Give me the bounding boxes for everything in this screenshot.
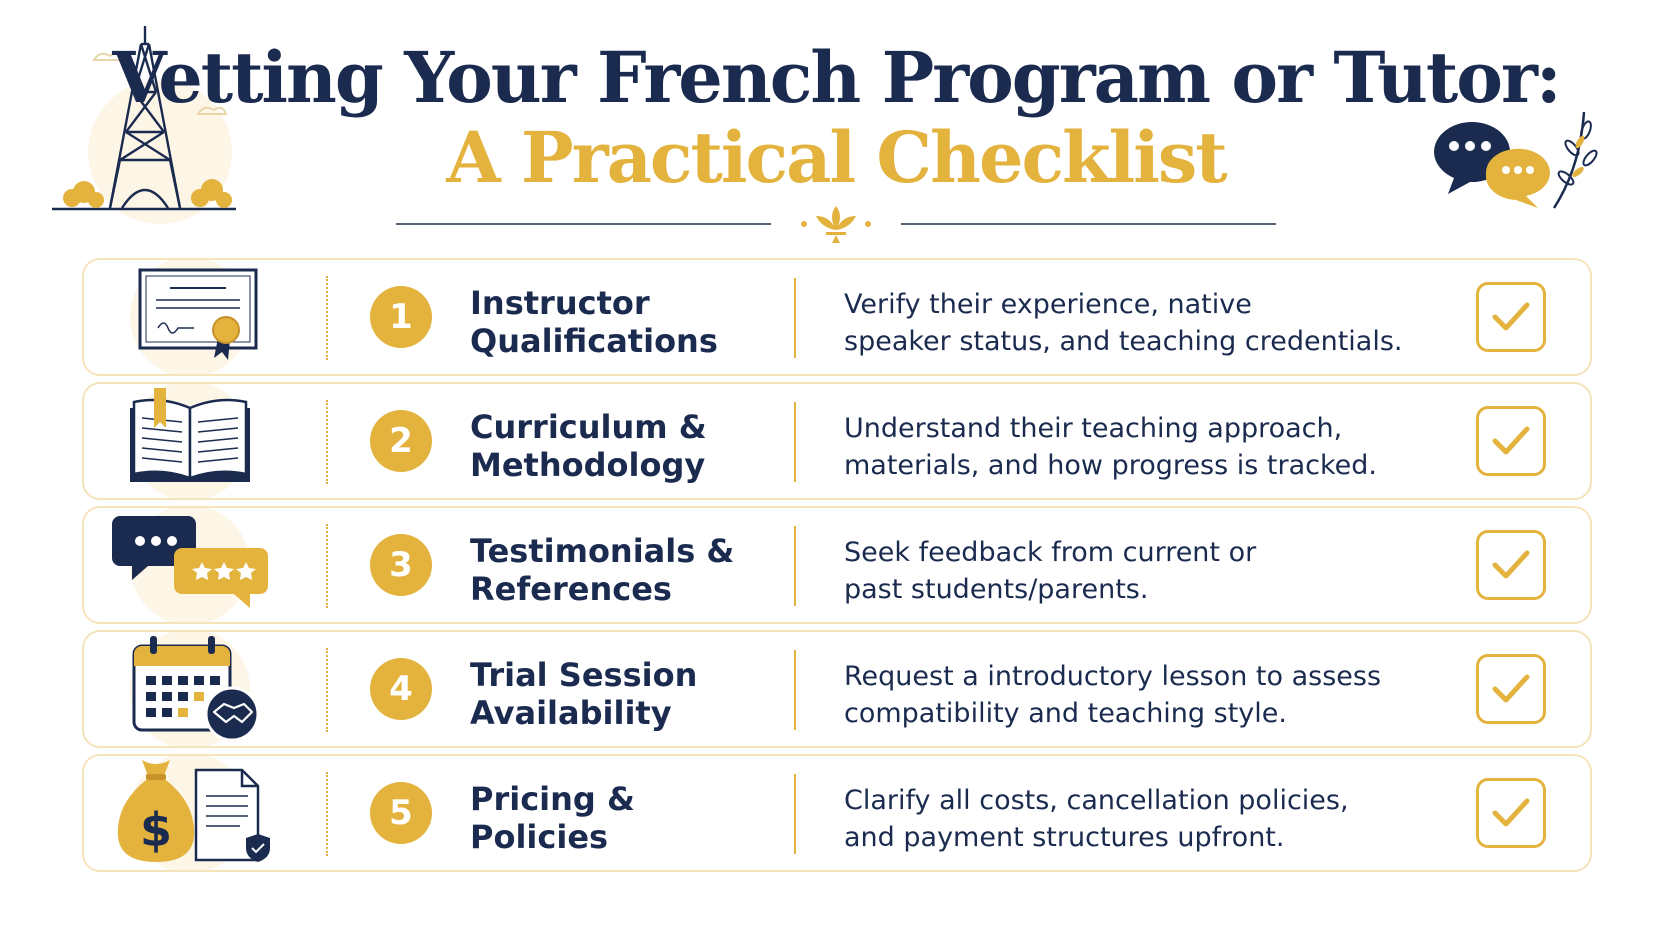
checkbox-testimonials-references[interactable] [1476,530,1546,600]
page-title-line1: Vetting Your French Program or Tutor: [112,36,1560,119]
item-description-line: compatibility and teaching style. [844,698,1287,729]
item-label-line: Availability [470,694,672,732]
checkmark-icon [1487,417,1535,465]
item-description-line: Understand their teaching approach, [844,413,1343,444]
checkmark-icon [1487,541,1535,589]
item-dotted-divider [326,648,328,732]
item-divider [794,526,796,606]
item-label-line: Curriculum & [470,408,707,446]
money-bag-document-icon [110,756,280,870]
item-description-line: Clarify all costs, cancellation policies, [844,785,1349,816]
item-description-line: Verify their experience, native [844,289,1252,320]
certificate-icon [110,260,280,374]
item-label [470,408,760,484]
rating-bubbles-icon [110,508,280,622]
item-label-line: Trial Session [470,656,698,694]
item-description-line: past students/parents. [844,574,1149,605]
item-number-badge: 5 [370,782,432,844]
item-description [844,782,1404,856]
item-divider [794,402,796,482]
checkmark-icon [1487,293,1535,341]
item-number-badge: 1 [370,286,432,348]
fleur-de-lis-icon [396,204,1276,244]
calendar-handshake-icon [110,632,280,746]
item-dotted-divider [326,524,328,608]
checklist-item-trial-session [82,630,1592,748]
checklist-item-instructor-qualifications [82,258,1592,376]
item-label-line: Pricing & [470,780,635,818]
checkmark-icon [1487,789,1535,837]
item-divider [794,650,796,730]
checkbox-trial-session[interactable] [1476,654,1546,724]
item-label-line: Qualifications [470,322,718,360]
item-divider [794,774,796,854]
item-label-line: Testimonials & [470,532,735,570]
item-description-line: and payment structures upfront. [844,822,1285,853]
item-dotted-divider [326,276,328,360]
item-dotted-divider [326,772,328,856]
checkmark-icon [1487,665,1535,713]
item-description [844,658,1404,732]
item-number-badge: 2 [370,410,432,472]
item-description [844,286,1404,360]
checkbox-pricing-policies[interactable] [1476,778,1546,848]
svg-text:$: $ [139,803,173,857]
item-description [844,534,1404,608]
checklist-item-curriculum-methodology [82,382,1592,500]
speech-bubbles-icon [1430,108,1610,228]
item-label [470,656,760,732]
item-description-line: speaker status, and teaching credentials. [844,326,1403,357]
item-label-line: Policies [470,818,609,856]
page-title-line2: A Practical Checklist [446,116,1226,199]
item-dotted-divider [326,400,328,484]
item-label [470,780,760,856]
item-divider [794,278,796,358]
item-number-badge: 4 [370,658,432,720]
item-number-badge: 3 [370,534,432,596]
checkbox-curriculum-methodology[interactable] [1476,406,1546,476]
item-label [470,532,760,608]
item-label [470,284,760,360]
item-description [844,410,1404,484]
item-label-line: Instructor [470,284,650,322]
open-book-icon [110,384,280,498]
checklist-item-testimonials-references [82,506,1592,624]
item-label-line: References [470,570,672,608]
item-description-line: Seek feedback from current or [844,537,1257,568]
checklist-item-pricing-policies [82,754,1592,872]
item-description-line: Request a introductory lesson to assess [844,661,1382,692]
item-label-line: Methodology [470,446,706,484]
checkbox-instructor-qualifications[interactable] [1476,282,1546,352]
item-description-line: materials, and how progress is tracked. [844,450,1377,481]
